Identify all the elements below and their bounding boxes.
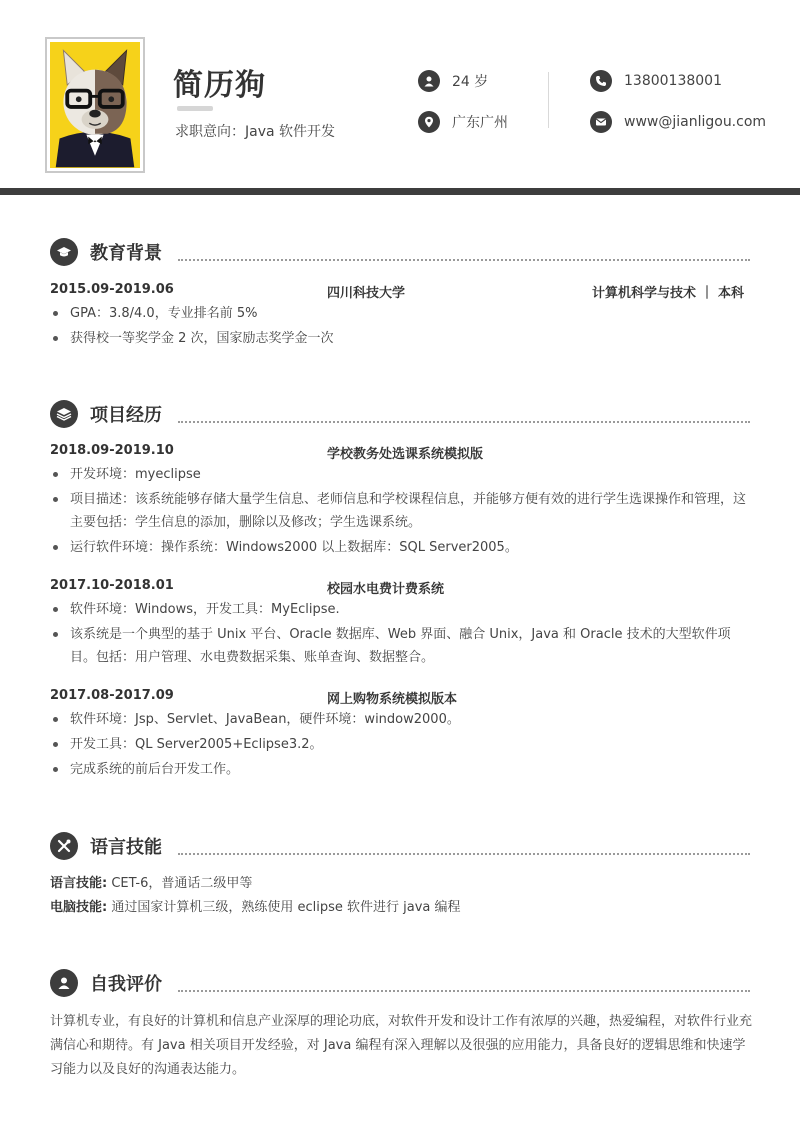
candidate-name: 简历狗 <box>173 68 266 103</box>
project-3-name: 网上购物系统模拟版本 <box>327 692 458 707</box>
project-3-bullets <box>50 708 752 783</box>
mail-icon <box>590 111 612 133</box>
list-item: 软件环境：Jsp、Servlet、JavaBean，硬件环境：window2000。 <box>50 708 752 731</box>
dog-portrait-illustration <box>50 42 140 168</box>
resume-header <box>0 0 800 190</box>
phone-text: 13800138001 <box>624 73 722 89</box>
self-eval-section-header <box>50 967 750 999</box>
job-objective: 求职意向：Java 软件开发 <box>175 124 336 140</box>
projects-section-header <box>50 398 750 430</box>
education-title-rule <box>178 259 750 261</box>
user-icon <box>418 70 440 92</box>
list-item: 该系统是一个典型的基于 Unix 平台、Oracle 数据库、Web 界面、融合 Unix，Java 和 Oracle 技术的大型软件项目。包括：用户管理、水电费数据采集、账单查询、数据整合。 <box>50 623 752 669</box>
skills-title: 语言技能 <box>90 837 162 858</box>
person-badge-icon <box>50 969 78 997</box>
tools-icon <box>50 832 78 860</box>
education-section-header <box>50 236 750 268</box>
layers-icon <box>50 400 78 428</box>
list-item: 运行软件环境：操作系统：Windows2000 以上数据库：SQL Server2005。 <box>50 536 752 559</box>
skills-title-rule <box>178 853 750 855</box>
list-item: 开发环境：myeclipse <box>50 463 752 486</box>
project-2-date: 2017.10-2018.01 <box>50 578 174 593</box>
education-bullets <box>50 302 752 352</box>
name-underline-decoration <box>177 106 213 111</box>
project-3-date: 2017.08-2017.09 <box>50 688 174 703</box>
project-2-bullets <box>50 598 752 671</box>
list-item: 软件环境：Windows，开发工具：MyEclipse. <box>50 598 752 621</box>
projects-title: 项目经历 <box>90 405 162 426</box>
projects-title-rule <box>178 421 750 423</box>
header-separator <box>0 188 800 195</box>
phone-icon <box>590 70 612 92</box>
language-skill-label: 语言技能: <box>50 876 108 891</box>
education-date: 2015.09-2019.06 <box>50 282 174 297</box>
language-skill-value: CET-6，普通话二级甲等 <box>107 876 253 891</box>
project-1-bullets <box>50 463 752 561</box>
age-text: 24 岁 <box>452 74 489 90</box>
header-divider <box>548 72 549 128</box>
list-item: 项目描述：该系统能够存储大量学生信息、老师信息和学校课程信息，并能够方便有效的进行学生选课操作和管理，这主要包括：学生信息的添加，删除以及修改；学生选课系统。 <box>50 488 752 534</box>
computer-skill-label: 电脑技能: <box>50 900 108 915</box>
list-item: 获得校一等奖学金 2 次，国家励志奖学金一次 <box>50 327 752 350</box>
list-item: GPA：3.8/4.0，专业排名前 5% <box>50 302 752 325</box>
education-major: 计算机科学与技术 ｜ 本科 <box>591 286 744 301</box>
list-item: 完成系统的前后台开发工作。 <box>50 758 752 781</box>
profile-photo <box>50 42 140 168</box>
skills-section-header <box>50 830 750 862</box>
email-text: www@jianligou.com <box>624 114 767 130</box>
profile-photo-frame <box>45 37 145 173</box>
location-info <box>418 111 508 133</box>
email-info <box>590 111 766 133</box>
computer-skill-value: 通过国家计算机三级，熟练使用 eclipse 软件进行 java 编程 <box>107 900 461 915</box>
phone-info <box>590 70 722 92</box>
self-eval-text: 计算机专业，有良好的计算机和信息产业深厚的理论功底，对软件开发和设计工作有浓厚的兴趣，热爱编程，对软件行业充满信心和期待。有 Java 相关项目开发经验，对 Java 编程有深入理解以及很强的应用能力，具备良好的逻辑思维和快速学习能力以及良好的沟通表达能力。 <box>50 1014 753 1077</box>
list-item: 开发工具：QL Server2005+Eclipse3.2。 <box>50 733 752 756</box>
education-school: 四川科技大学 <box>327 286 406 301</box>
education-title: 教育背景 <box>90 243 162 264</box>
project-2-name: 校园水电费计费系统 <box>327 582 445 597</box>
location-text: 广东广州 <box>452 115 508 131</box>
age-info <box>418 70 488 92</box>
self-eval-title: 自我评价 <box>90 974 162 995</box>
language-skill-line <box>50 872 754 896</box>
computer-skill-line <box>50 896 754 920</box>
self-eval-title-rule <box>178 990 750 992</box>
location-pin-icon <box>418 111 440 133</box>
graduation-cap-icon <box>50 238 78 266</box>
project-1-name: 学校教务处选课系统模拟版 <box>327 447 484 462</box>
project-1-date: 2018.09-2019.10 <box>50 443 174 458</box>
